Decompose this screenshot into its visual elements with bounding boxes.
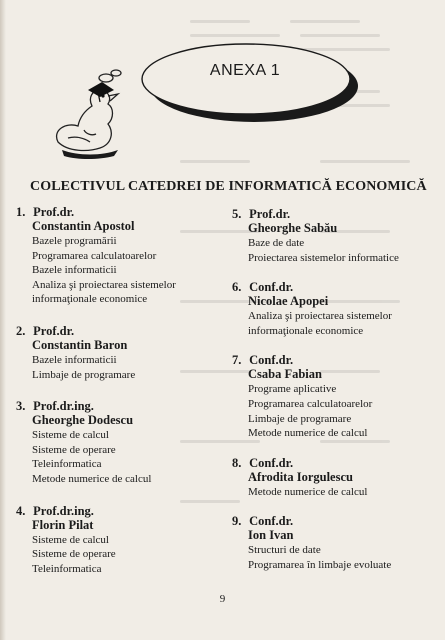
member-subject: Programe aplicative	[248, 383, 337, 396]
member-name: Nicolae Apopei	[248, 294, 329, 309]
member-title-line	[16, 399, 212, 413]
member-subject: Sisteme de operare	[32, 443, 116, 456]
member-title-line	[232, 353, 432, 367]
member-name: Constantin Baron	[32, 337, 128, 352]
member-name: Afrodita Iorgulescu	[248, 469, 353, 484]
member-subject: Teleinformatica	[32, 458, 102, 471]
staff-member	[232, 514, 432, 572]
member-subject: Limbaje de programare	[32, 368, 136, 381]
member-academic-title: Prof.dr.	[249, 207, 291, 221]
annex-label: ANEXA 1	[209, 62, 281, 79]
member-subject: Bazele informaticii	[32, 264, 117, 277]
staff-member	[16, 399, 212, 486]
member-academic-title: Conf.dr.	[249, 514, 294, 529]
member-academic-title: Conf.dr.	[249, 353, 294, 368]
staff-member	[16, 205, 212, 307]
member-subject: Programarea în limbaje evoluate	[248, 558, 392, 571]
member-title-line	[232, 280, 432, 294]
member-number: 4.	[16, 503, 26, 518]
member-subject: Analiza şi proiectarea sistemelor	[32, 278, 176, 291]
member-number: 3.	[16, 399, 26, 414]
member-name: Constantin Apostol	[32, 219, 135, 233]
show-through-line	[320, 160, 410, 163]
show-through-line	[300, 34, 380, 37]
page-edge-shadow	[0, 0, 6, 640]
annex-badge-ellipse	[138, 41, 360, 123]
member-title-line	[16, 205, 212, 219]
member-title-line	[16, 504, 212, 518]
show-through-line	[190, 20, 250, 23]
member-title-line	[232, 514, 432, 528]
member-subject: Sisteme de operare	[32, 548, 116, 561]
page-heading: COLECTIVUL CATEDREI DE INFORMATICĂ ECONOMICĂ	[30, 179, 427, 194]
member-academic-title: Prof.dr.	[33, 205, 75, 219]
member-subject: informaţionale economice	[248, 324, 364, 337]
member-number: 2.	[16, 323, 26, 338]
member-subject: Structuri de date	[248, 544, 321, 557]
member-subject: Metode numerice de calcul	[248, 427, 368, 440]
member-number: 1.	[16, 205, 26, 219]
show-through-line	[180, 160, 250, 163]
staff-member	[232, 353, 432, 440]
page-number: 9	[219, 593, 226, 605]
member-title-line	[16, 324, 212, 338]
member-academic-title: Prof.dr.	[33, 323, 75, 338]
member-subject: Metode numerice de calcul	[32, 472, 152, 485]
member-subject: Teleinformatica	[32, 562, 102, 575]
member-subject: Limbaje de programare	[248, 412, 352, 425]
member-number: 7.	[232, 353, 242, 368]
staff-member	[232, 280, 432, 338]
member-name: Florin Pilat	[32, 517, 94, 532]
member-subject: Bazele programării	[32, 235, 117, 247]
member-academic-title: Prof.dr.ing.	[33, 399, 94, 414]
member-name: Csaba Fabian	[248, 367, 322, 382]
member-academic-title: Conf.dr.	[249, 455, 294, 470]
member-subject: Sisteme de calcul	[32, 533, 109, 546]
member-academic-title: Prof.dr.ing.	[33, 503, 94, 518]
member-number: 9.	[232, 514, 242, 529]
staff-member	[232, 456, 432, 500]
member-subject: Analiza şi proiectarea sistemelor	[248, 310, 392, 323]
member-subject: informaţionale economice	[32, 293, 148, 306]
member-subject: Sisteme de calcul	[32, 429, 109, 442]
member-name: Gheorghe Sabău	[248, 221, 338, 235]
member-number: 6.	[232, 280, 242, 295]
member-subject: Bazele informaticii	[32, 353, 117, 366]
member-subject: Proiectarea sistemelor informatice	[248, 251, 399, 264]
member-number: 5.	[232, 207, 242, 221]
member-academic-title: Conf.dr.	[249, 280, 294, 295]
member-subject: Metode numerice de calcul	[248, 485, 368, 498]
staff-member	[16, 504, 212, 577]
staff-member	[232, 207, 432, 265]
member-name: Gheorghe Dodescu	[32, 413, 134, 428]
member-subject: Programarea calculatoarelor	[32, 249, 157, 262]
show-through-line	[190, 34, 280, 37]
member-number: 8.	[232, 455, 242, 470]
member-subject: Baze de date	[248, 237, 305, 249]
graduate-duck-illustration	[48, 66, 134, 161]
member-title-line	[232, 207, 432, 221]
member-name: Ion Ivan	[248, 528, 294, 543]
show-through-line	[290, 20, 360, 23]
staff-member	[16, 324, 212, 382]
members-column-left	[16, 205, 212, 593]
member-title-line	[232, 456, 432, 470]
member-subject: Programarea calculatoarelor	[248, 397, 373, 410]
members-column-right	[232, 207, 432, 588]
